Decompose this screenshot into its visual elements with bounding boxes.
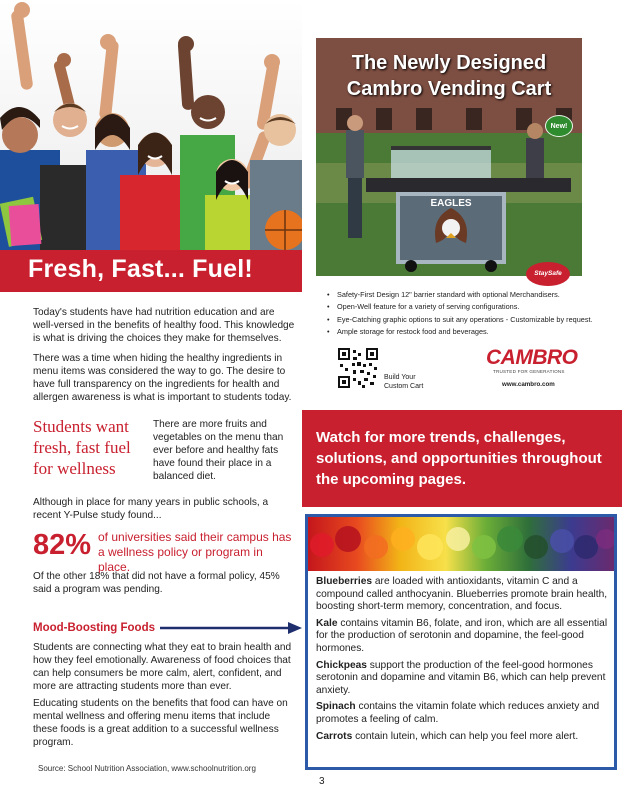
ad-feature-item: • Open-Well feature for a variety of serving configurations. xyxy=(327,301,597,313)
callout-text: Watch for more trends, challenges, solutions, and opportunities throughout the upcoming pages. xyxy=(316,429,602,488)
ad-title-line-2: Cambro Vending Cart xyxy=(346,78,552,100)
food-item-spinach xyxy=(316,701,608,726)
food-name: Blueberries xyxy=(316,576,373,587)
study-follow-up: Of the other 18% that did not have a formal policy, 45% said a program was pending. xyxy=(33,571,280,595)
food-item-blueberries xyxy=(316,576,608,614)
staysafe-badge: StaySafe xyxy=(526,262,570,286)
page-number: 3 xyxy=(319,776,325,787)
hero-title: Fresh, Fast... Fuel! xyxy=(28,255,253,283)
qr-code-icon[interactable] xyxy=(338,348,378,388)
study-lead: Although in place for many years in public schools, a recent Y-Pulse study found... xyxy=(33,497,269,521)
food-description: contains vitamin B6, folate, and iron, which are all essential for the production of serotonin and dopamine, the feel-good hormones. xyxy=(316,617,608,654)
food-name: Chickpeas xyxy=(316,659,367,671)
trends-callout xyxy=(302,410,622,507)
stat-percentage: 82% xyxy=(33,529,92,561)
ad-title xyxy=(316,50,582,102)
pull-quote: Students want fresh, fast fuel for wellness xyxy=(33,417,131,478)
cambro-tagline: TRUSTED FOR GENERATIONS xyxy=(493,369,565,374)
qr-label xyxy=(384,374,423,391)
hero-photo xyxy=(0,0,302,250)
food-description: are loaded with antioxidants, vitamin C and a compound called anthocyanin. Blueberries promote brain health, boosting short-term memory, concentration, and focus. xyxy=(316,576,608,613)
foods-list xyxy=(316,576,608,747)
ad-feature-list xyxy=(327,289,597,339)
ad-feature-item: • Ample storage for restock food and beverages. xyxy=(327,326,597,338)
new-badge: New! xyxy=(545,115,573,137)
cambro-logo: CAMBRO xyxy=(486,346,578,369)
intro-paragraph-2: There was a time when hiding the healthy ingredients in menu items was considered the way to go. The desire to have full transparency on the ingredients for health and allergen awareness is what is important to students today. xyxy=(33,353,292,403)
students-illustration xyxy=(0,0,302,250)
ad-feature-item: • Eye-Catching graphic options to suit any operations - Customizable by request. xyxy=(327,314,597,326)
ad-feature-item: • Safety-First Design 12" barrier standard with optional Merchandisers. xyxy=(327,289,597,301)
food-item-chickpeas xyxy=(316,660,608,698)
food-description: contains the vitamin folate which reduces anxiety and promotes a feeling of calm. xyxy=(316,701,600,725)
food-item-carrots xyxy=(316,731,608,744)
fruits-vegetables-strip xyxy=(308,517,614,571)
stat-description: of universities said their campus has a wellness policy or program in place. xyxy=(98,530,292,574)
food-description: support the production of the feel-good hormones serotonin and dopamine and vitamin B6, which can help prevent anxiety. xyxy=(316,659,606,696)
food-name: Carrots xyxy=(316,730,353,742)
food-description: contain lutein, which can help you feel more alert. xyxy=(352,730,579,742)
source-citation: Source: School Nutrition Association, www.schoolnutrition.org xyxy=(38,764,256,773)
food-name: Kale xyxy=(316,617,338,629)
mood-paragraph-2: Educating students on the benefits that food can have on mental wellness and offering menu items that include these foods is a great addition to a successful wellness program. xyxy=(33,698,288,748)
mood-boosting-heading: Mood-Boosting Foods xyxy=(33,622,155,634)
food-item-kale xyxy=(316,618,608,656)
arrow-right-icon xyxy=(160,622,302,634)
cambro-url-link[interactable]: www.cambro.com xyxy=(502,381,555,388)
cart-eagles-sign: EAGLES xyxy=(430,198,472,209)
side-paragraph: There are more fruits and vegetables on the menu than ever before and healthy fats have found their place in a balanced diet. xyxy=(153,419,284,482)
hero-banner xyxy=(0,250,302,292)
intro-paragraph-1: Today's students have had nutrition education and are well-versed in the benefits of healthy food. This knowledge is what is driving the choices they make for themselves. xyxy=(33,307,295,344)
mood-paragraph-1: Students are connecting what they eat to brain health and how they feel emotionally. Awareness of food choices that can help consumers be more calm, alert, confident, and more are attracting students more than ever. xyxy=(33,642,292,692)
foods-box xyxy=(305,514,617,770)
ad-title-line-1: The Newly Designed xyxy=(351,52,547,74)
qr-label-line-2: Custom Cart xyxy=(384,382,424,390)
food-name: Spinach xyxy=(316,701,356,713)
qr-label-line-1: Build Your xyxy=(384,374,416,381)
